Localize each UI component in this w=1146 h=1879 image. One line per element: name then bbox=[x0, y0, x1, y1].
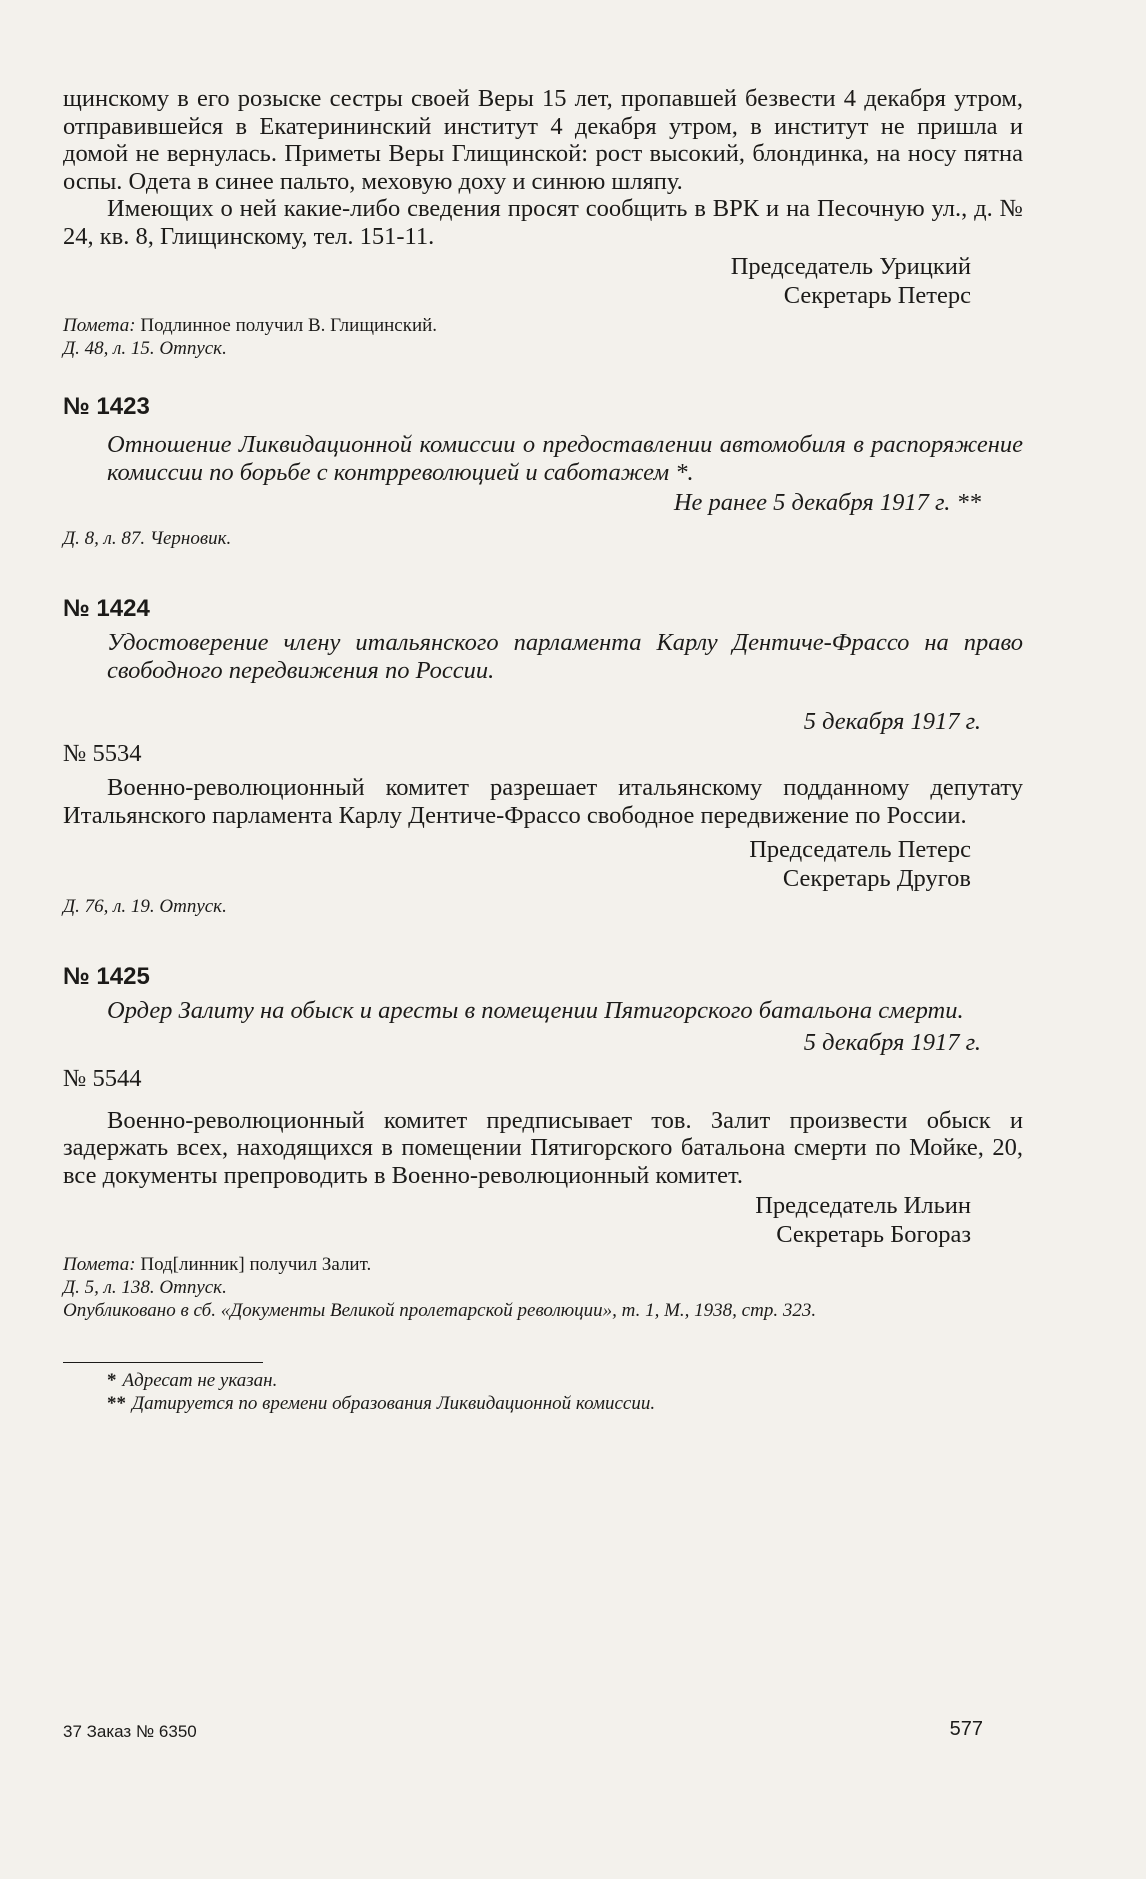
footnote-1-text: Адресат не указан. bbox=[122, 1370, 278, 1391]
footnote-2 bbox=[63, 1392, 1023, 1415]
footnote-2-text: Датируется по времени образования Ликвидационной комиссии. bbox=[132, 1393, 656, 1414]
doc-1425-note-label: Помета: bbox=[63, 1254, 136, 1275]
doc-1425-body: Военно-революционный комитет предписывает тов. Залит произвести обыск и задержать всех, находящихся в помещении Пятигорского батальона смерти по Мойке, 20, все документы препроводить в Военно-революционный комитет. bbox=[63, 1106, 1023, 1189]
doc-1425-note-text: Под[линник] получил Залит. bbox=[140, 1254, 372, 1275]
printer-signature-mark: 37 Заказ № 6350 bbox=[63, 1722, 197, 1741]
page-number: 577 bbox=[949, 1718, 983, 1740]
intro-signature-chairman: Председатель Урицкий bbox=[730, 253, 971, 280]
doc-1425-signature-chairman: Председатель Ильин bbox=[755, 1192, 971, 1219]
document-page bbox=[63, 85, 1023, 1415]
doc-1425-title: Ордер Залиту на обыск и аресты в помещении Пятигорского батальона смерти. bbox=[107, 997, 964, 1024]
doc-1424-number: № 1424 bbox=[63, 595, 150, 622]
doc-1423-title: Отношение Ликвидационной комиссии о предоставлении автомобиля в распоряжение комиссии по борьбе с контрреволюцией и саботажем *. bbox=[107, 431, 1023, 486]
intro-note-text: Подлинное получил В. Глищинский. bbox=[140, 315, 438, 336]
doc-1424-title: Удостоверение члену итальянского парламента Карлу Дентиче-Фрассо на право свободного передвижения по России. bbox=[107, 629, 1023, 684]
doc-1424-signature-chairman: Председатель Петерс bbox=[749, 836, 971, 863]
intro-archive: Д. 48, л. 15. Отпуск. bbox=[63, 338, 227, 359]
doc-1424-signature-secretary: Секретарь Другов bbox=[782, 865, 971, 892]
doc-1424-reg-number: № 5534 bbox=[63, 740, 142, 767]
doc-1424-date: 5 декабря 1917 г. bbox=[803, 708, 981, 735]
intro-note bbox=[63, 314, 1023, 337]
doc-1425-archive: Д. 5, л. 138. Отпуск. bbox=[63, 1277, 227, 1298]
intro-note-label: Помета: bbox=[63, 315, 136, 336]
doc-1424-body: Военно-революционный комитет разрешает итальянскому подданному депутату Итальянского парламента Карлу Дентиче-Фрассо свободное передвижение по России. bbox=[63, 774, 1023, 829]
footnote-divider bbox=[63, 1362, 263, 1363]
doc-1423-number: № 1423 bbox=[63, 393, 150, 420]
footnote-2-mark: ** bbox=[107, 1393, 126, 1414]
doc-1423-date: Не ранее 5 декабря 1917 г. ** bbox=[673, 489, 981, 516]
doc-1425-published: Опубликовано в сб. «Документы Великой пролетарской революции», т. 1, М., 1938, стр. 323. bbox=[63, 1300, 817, 1321]
doc-1425-reg-number: № 5544 bbox=[63, 1064, 142, 1092]
intro-paragraph-2: Имеющих о ней какие-либо сведения просят сообщить в ВРК и на Песочную ул., д. № 24, кв. 8, Глищинскому, тел. 151-11. bbox=[63, 195, 1023, 250]
doc-1425-signature-secretary: Секретарь Богораз bbox=[776, 1221, 971, 1248]
footnote-1 bbox=[63, 1369, 1023, 1392]
intro-paragraph-1: щинскому в его розыске сестры своей Веры 15 лет, пропавшей безвести 4 декабря утром, отправившейся в Екатерининский институт 4 декабря утром, в институт не пришла и домой не вернулась. Приметы Веры Глищинской: рост высокий, блондинка, на носу пятна оспы. Одета в синее пальто, меховую доху и синюю шляпу. bbox=[63, 85, 1023, 195]
doc-1425-date: 5 декабря 1917 г. bbox=[803, 1028, 981, 1056]
doc-1424-archive: Д. 76, л. 19. Отпуск. bbox=[63, 896, 227, 917]
intro-signature-secretary: Секретарь Петерс bbox=[783, 282, 971, 309]
footnote-1-mark: * bbox=[107, 1370, 117, 1391]
doc-1425-note bbox=[63, 1253, 1023, 1276]
doc-1423-archive: Д. 8, л. 87. Черновик. bbox=[63, 528, 232, 549]
doc-1425-number: № 1425 bbox=[63, 963, 150, 990]
